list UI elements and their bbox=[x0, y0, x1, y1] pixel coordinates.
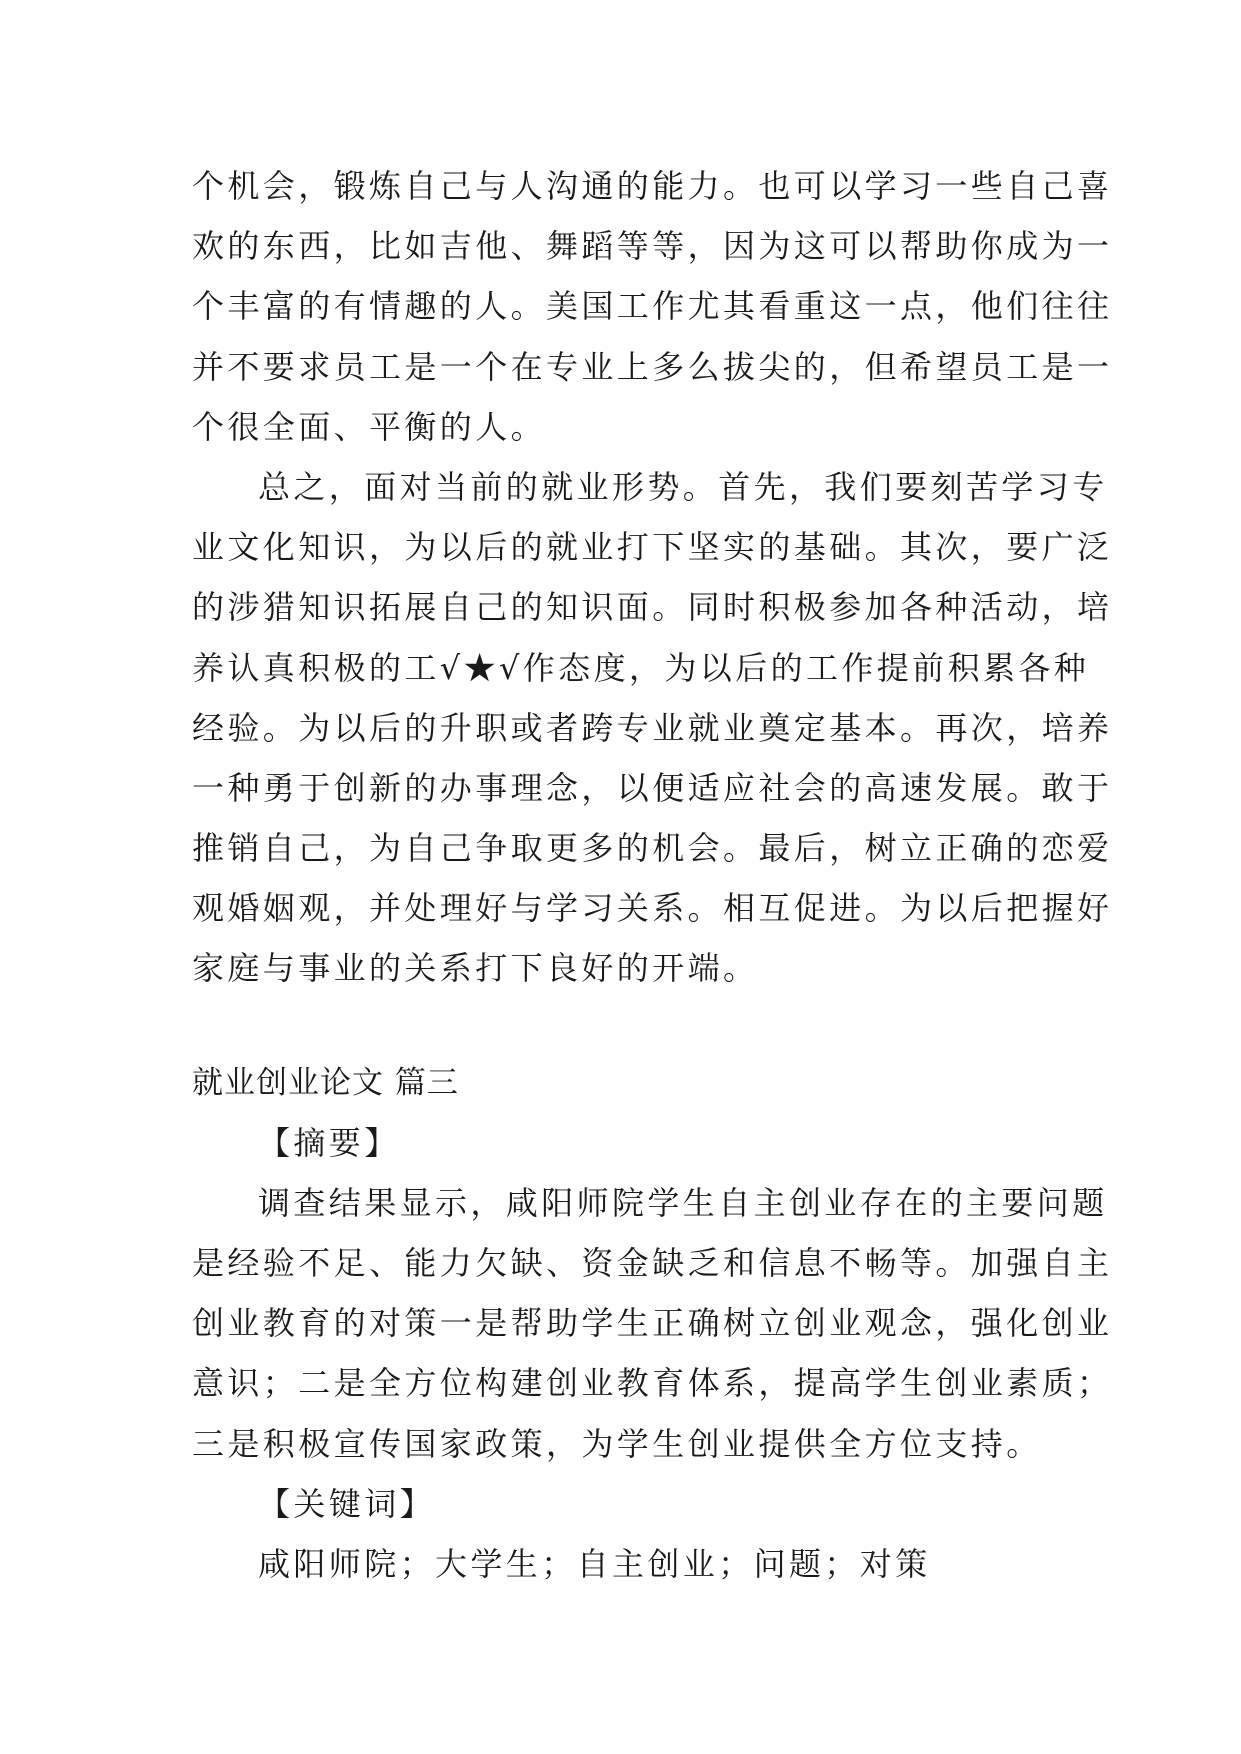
paragraph-line: 观婚姻观，并处理好与学习关系。相互促进。为以后把握好 bbox=[192, 889, 1113, 928]
paragraph-line: 经验。为以后的升职或者跨专业就业奠定基本。再次，培养 bbox=[192, 708, 1113, 747]
keywords-label: 【关键词】 bbox=[258, 1484, 436, 1523]
paragraph-line: 家庭与事业的关系打下良好的开端。 bbox=[192, 949, 759, 988]
keywords-text: 咸阳师院；大学生；自主创业；问题；对策 bbox=[258, 1544, 931, 1583]
paragraph-line: 一种勇于创新的办事理念，以便适应社会的高速发展。敢于 bbox=[192, 768, 1113, 807]
abstract-paragraph bbox=[192, 1173, 1113, 1474]
paragraph-2 bbox=[192, 457, 1113, 999]
paragraph-line: 个丰富的有情趣的人。美国工作尤其看重这一点，他们往往 bbox=[192, 287, 1113, 326]
paragraph-1 bbox=[192, 156, 1113, 457]
paragraph-line: 调查结果显示，咸阳师院学生自主创业存在的主要问题 bbox=[258, 1183, 1108, 1222]
paragraph-line: 是经验不足、能力欠缺、资金缺乏和信息不畅等。加强自主 bbox=[192, 1244, 1113, 1282]
paragraph-line: 三是积极宣传国家政策，为学生创业提供全方位支持。 bbox=[192, 1424, 1042, 1463]
paragraph-line: 个很全面、平衡的人。 bbox=[192, 407, 547, 446]
paragraph-line: 业文化知识，为以后的就业打下坚实的基础。其次，要广泛 bbox=[192, 528, 1113, 567]
paragraph-line: 的涉猎知识拓展自己的知识面。同时积极参加各种活动，培 bbox=[192, 588, 1113, 627]
section-heading: 就业创业论文 篇三 bbox=[192, 1064, 459, 1101]
paragraph-line: 总之，面对当前的就业形势。首先，我们要刻苦学习专 bbox=[258, 467, 1108, 506]
paragraph-line: 创业教育的对策一是帮助学生正确树立创业观念，强化创业 bbox=[192, 1304, 1113, 1343]
paragraph-line: 个机会，锻炼自己与人沟通的能力。也可以学习一些自己喜 bbox=[192, 167, 1113, 205]
abstract-label: 【摘要】 bbox=[258, 1123, 400, 1162]
document-page bbox=[192, 156, 1113, 1594]
section-spacer bbox=[192, 999, 1060, 1053]
paragraph-line: 欢的东西，比如吉他、舞蹈等等，因为这可以帮助你成为一 bbox=[192, 227, 1113, 266]
paragraph-line: 并不要求员工是一个在专业上多么拔尖的，但希望员工是一 bbox=[192, 347, 1113, 386]
paragraph-line: 意识；二是全方位构建创业教育体系，提高学生创业素质； bbox=[192, 1364, 1113, 1403]
paragraph-line: 推销自己，为自己争取更多的机会。最后，树立正确的恋爱 bbox=[192, 829, 1113, 868]
paragraph-line: 养认真积极的工√★√作态度，为以后的工作提前积累各种 bbox=[192, 648, 1090, 687]
